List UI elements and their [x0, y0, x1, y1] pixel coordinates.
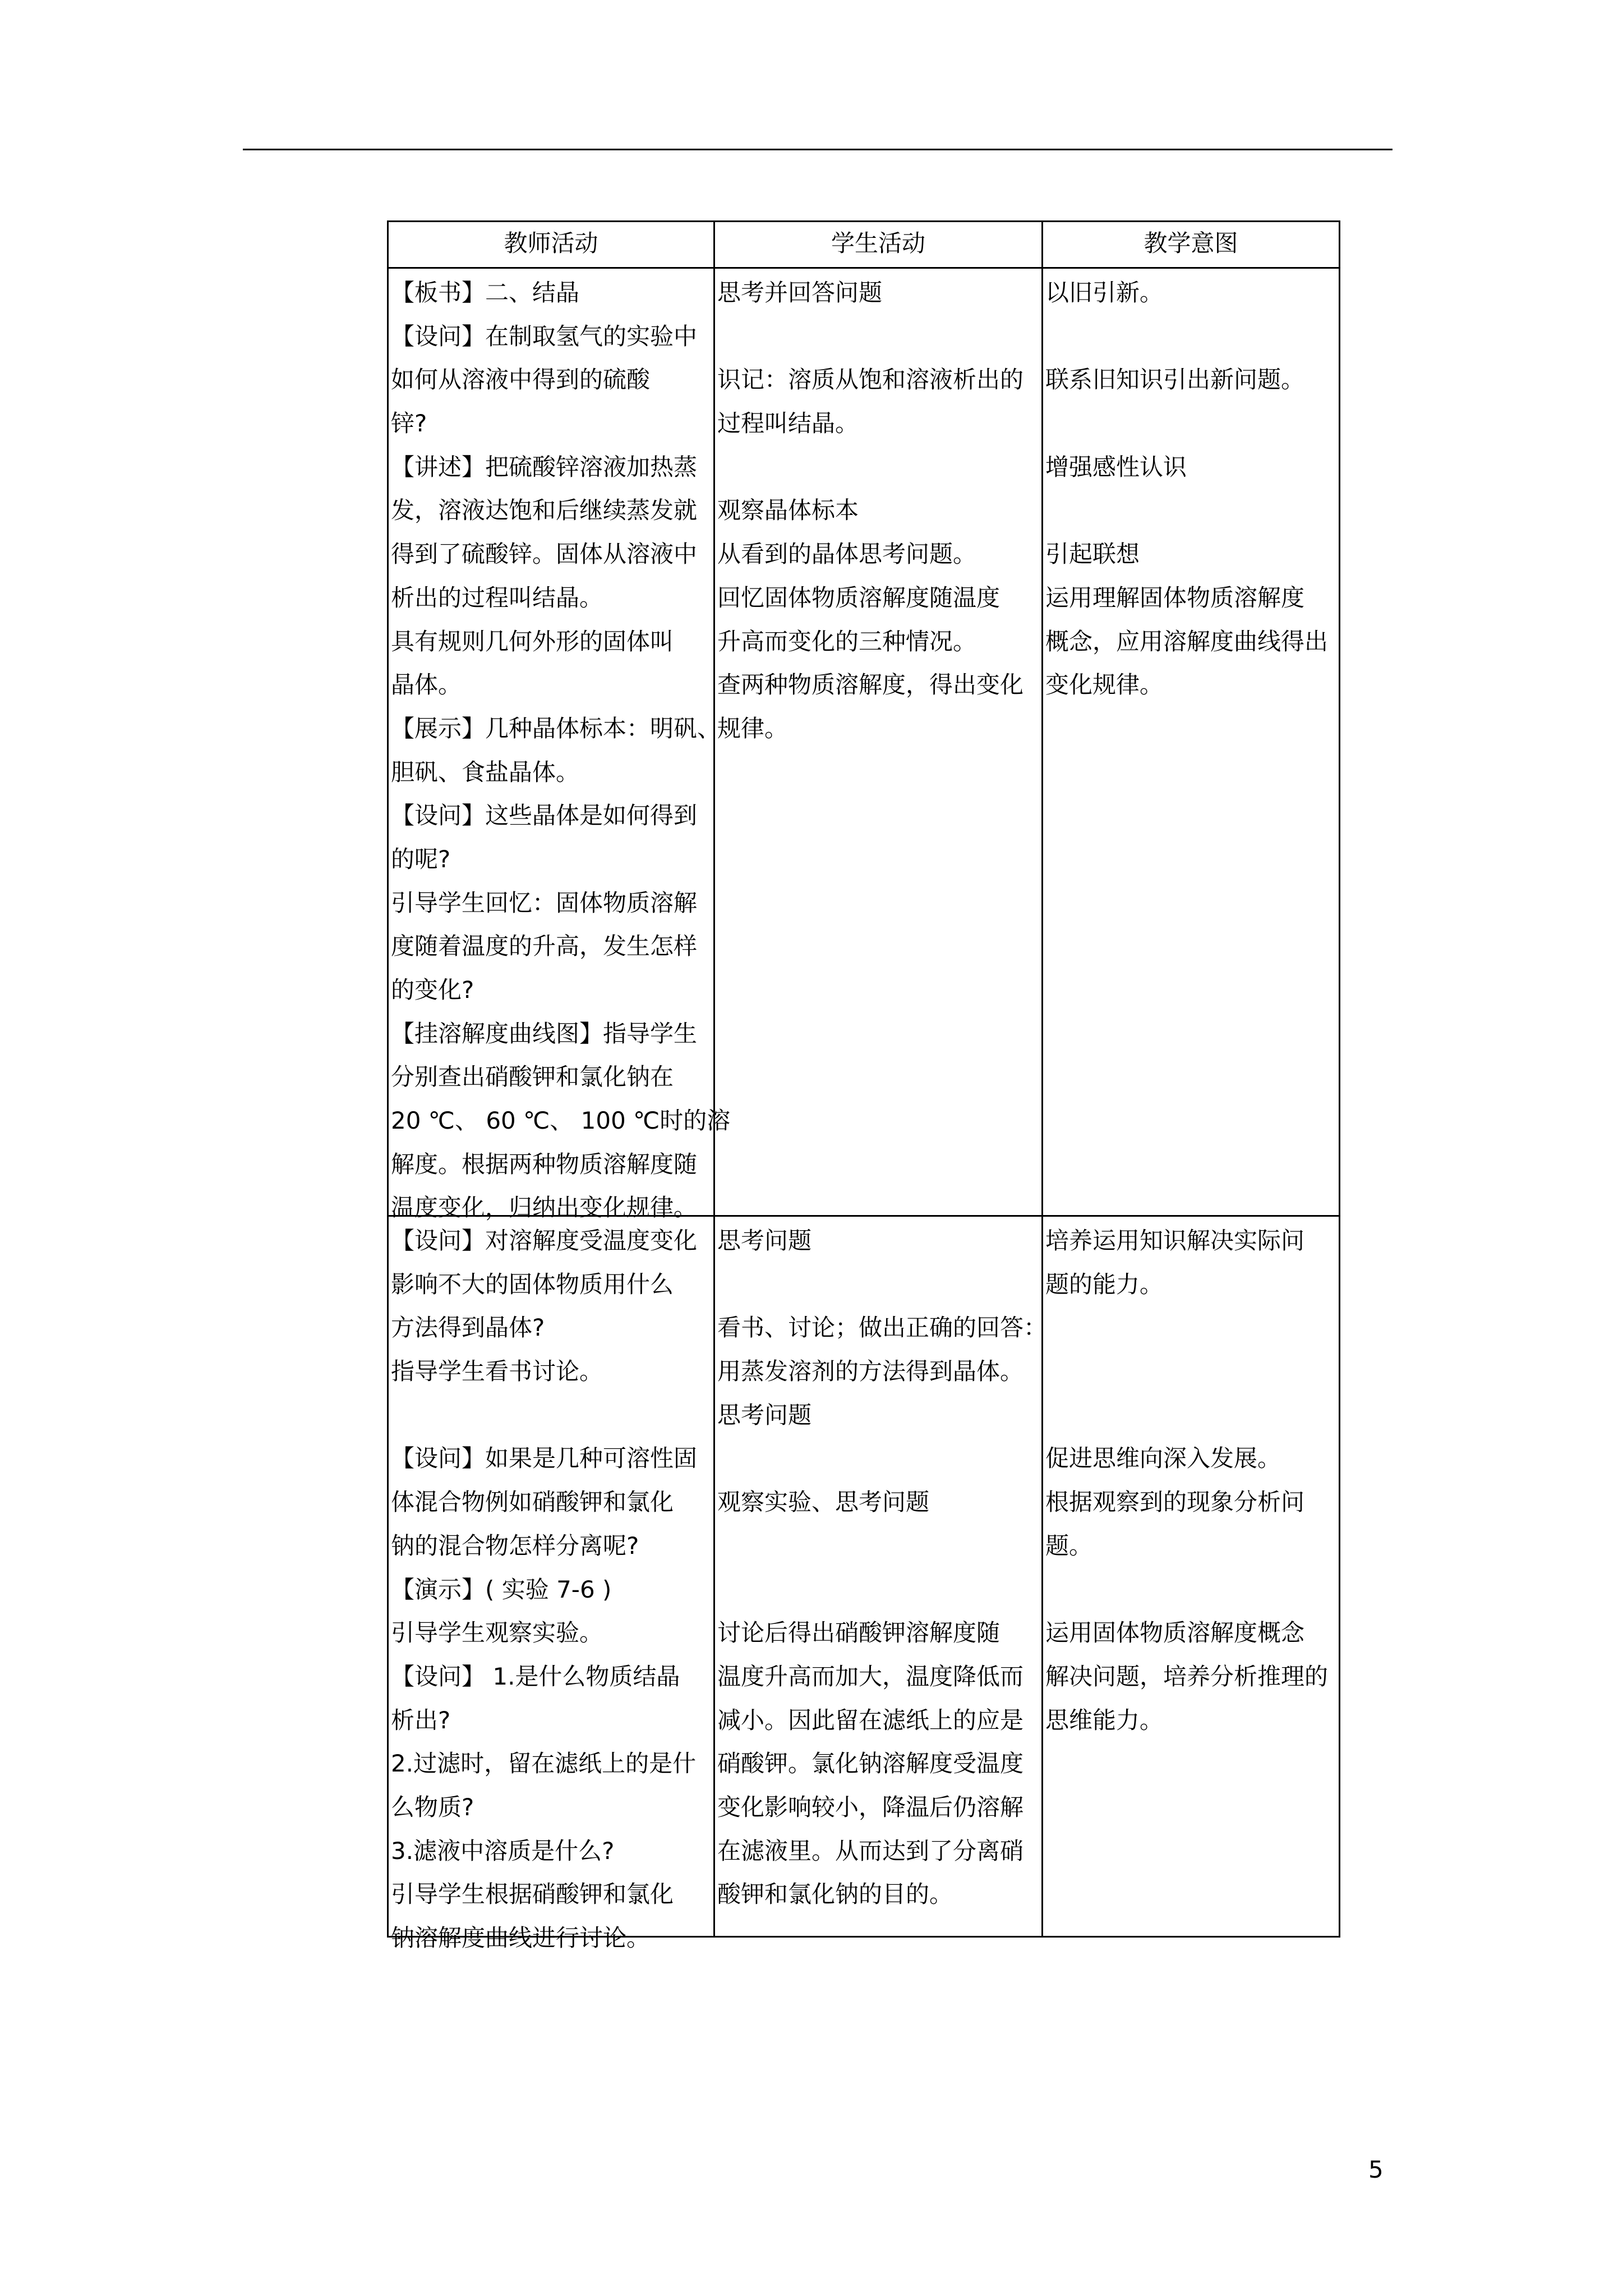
- cell-text-line: 得到了硫酸锌。固体从溶液中: [391, 540, 698, 568]
- cell-text-line: 引导学生根据硝酸钾和氯化: [391, 1880, 674, 1908]
- cell-text-line: 【设问】在制取氢气的实验中: [391, 322, 698, 350]
- cell-text-line: 【设问】 1.是什么物质结晶: [391, 1662, 680, 1690]
- table-row: [389, 267, 1339, 1222]
- cell-text-line: 看书、讨论；做出正确的回答：: [717, 1314, 1048, 1342]
- cell-text-line: 以旧引新。: [1045, 279, 1164, 306]
- cell-text-line: 【讲述】把硫酸锌溶液加热蒸: [391, 453, 698, 481]
- cell-text-line: 析出?: [391, 1706, 451, 1734]
- cell-text-line: 培养运用知识解决实际问: [1045, 1227, 1305, 1254]
- cell-text-line: 的呢?: [391, 845, 451, 873]
- cell-text-line: 【挂溶解度曲线图】指导学生: [391, 1019, 698, 1047]
- cell-text-line: 概念，应用溶解度曲线得出: [1045, 627, 1329, 655]
- cell-text-line: 【展示】几种晶体标本：明矾、: [391, 714, 721, 742]
- cell-text-line: 在滤液里。从而达到了分离硝: [717, 1837, 1024, 1865]
- cell-text-line: [1045, 315, 1336, 358]
- cell-text-line: 联系旧知识引出新问题。: [1045, 366, 1305, 394]
- student-activity-cell: [715, 1217, 1048, 1936]
- cell-text-line: 20 ℃、 60 ℃、 100 ℃时的溶: [391, 1107, 731, 1135]
- cell-text-line: 回忆固体物质溶解度随温度: [717, 583, 1000, 611]
- teacher-activity-cell: [389, 1217, 715, 1952]
- cell-text-line: 【板书】二、结晶: [391, 279, 580, 306]
- cell-text-line: 3.滤液中溶质是什么?: [391, 1837, 615, 1865]
- cell-text-line: 胆矾、食盐晶体。: [391, 758, 580, 786]
- cell-text-line: 度随着温度的升高，发生怎样: [391, 932, 698, 960]
- cell-text-line: 促进思维向深入发展。: [1045, 1444, 1281, 1473]
- cell-text-line: [717, 1524, 1039, 1568]
- cell-text-line: 思考问题: [717, 1401, 812, 1429]
- cell-text-line: 解决问题，培养分析推理的: [1045, 1662, 1329, 1690]
- cell-text-line: [1045, 1393, 1336, 1437]
- cell-text-line: 【设问】如果是几种可溶性固: [391, 1444, 698, 1473]
- table-row: [389, 1215, 1339, 1952]
- cell-text-line: 的变化?: [391, 976, 474, 1004]
- cell-text-line: [391, 1393, 711, 1437]
- cell-text-line: 讨论后得出硝酸钾溶解度随: [717, 1619, 1000, 1647]
- cell-text-line: 规律。: [717, 714, 789, 742]
- cell-text-line: 【设问】对溶解度受温度变化: [391, 1227, 698, 1254]
- teaching-intent-cell: [1043, 1217, 1339, 1936]
- cell-text-line: [717, 1437, 1039, 1480]
- cell-text-line: 体混合物例如硝酸钾和氯化: [391, 1488, 674, 1516]
- cell-text-line: 观察实验、思考问题: [717, 1488, 930, 1516]
- cell-text-line: 变化影响较小，降温后仍溶解: [717, 1793, 1024, 1821]
- cell-text-line: 指导学生看书讨论。: [391, 1358, 603, 1386]
- cell-text-line: 引导学生观察实验。: [391, 1619, 603, 1647]
- cell-text-line: 升高而变化的三种情况。: [717, 627, 977, 655]
- cell-text-line: 温度升高而加大，温度降低而: [717, 1662, 1024, 1690]
- cell-text-line: 减小。因此留在滤纸上的应是: [717, 1706, 1024, 1734]
- cell-text-line: [1045, 489, 1336, 532]
- page-number: 5: [1368, 2156, 1384, 2183]
- cell-text-line: 查两种物质溶解度，得出变化: [717, 671, 1024, 699]
- teacher-activity-cell: [389, 269, 731, 1222]
- cell-text-line: 题。: [1045, 1531, 1093, 1559]
- cell-text-line: 如何从溶液中得到的硫酸: [391, 366, 651, 394]
- cell-text-line: [1045, 1568, 1336, 1612]
- cell-text-line: 具有规则几何外形的固体叫: [391, 627, 674, 655]
- cell-text-line: 【演示】( 实验 7-6 ): [391, 1575, 612, 1603]
- cell-text-line: 分别查出硝酸钾和氯化钠在: [391, 1063, 674, 1091]
- cell-text-line: 过程叫结晶。: [717, 409, 859, 438]
- cell-text-line: 思考并回答问题: [717, 279, 883, 306]
- header-teacher-activity: 教师活动: [389, 222, 715, 267]
- cell-text-line: 用蒸发溶剂的方法得到晶体。: [717, 1358, 1024, 1386]
- cell-text-line: [717, 315, 1039, 358]
- cell-text-line: 思考问题: [717, 1227, 812, 1254]
- cell-text-line: 增强感性认识: [1045, 453, 1187, 481]
- cell-text-line: 运用固体物质溶解度概念: [1045, 1619, 1305, 1647]
- cell-text-line: 方法得到晶体?: [391, 1314, 545, 1342]
- cell-text-line: 晶体。: [391, 671, 462, 699]
- cell-text-line: 析出的过程叫结晶。: [391, 583, 603, 611]
- teaching-intent-cell: [1043, 269, 1339, 1215]
- cell-text-line: 从看到的晶体思考问题。: [717, 540, 977, 568]
- cell-text-line: 变化规律。: [1045, 671, 1164, 699]
- cell-text-line: 温度变化，归纳出变化规律。: [391, 1194, 698, 1222]
- cell-text-line: 硝酸钾。氯化钠溶解度受温度: [717, 1750, 1024, 1778]
- cell-text-line: [1045, 402, 1336, 445]
- cell-text-line: 题的能力。: [1045, 1270, 1164, 1298]
- cell-text-line: 根据观察到的现象分析问: [1045, 1488, 1305, 1516]
- cell-text-line: 酸钾和氯化钠的目的。: [717, 1880, 953, 1908]
- cell-text-line: 么物质?: [391, 1793, 474, 1821]
- cell-text-line: [1045, 1350, 1336, 1393]
- lesson-plan-table: [387, 220, 1340, 1952]
- cell-text-line: [717, 1263, 1039, 1306]
- cell-text-line: 运用理解固体物质溶解度: [1045, 583, 1305, 611]
- header-student-activity: 学生活动: [715, 222, 1043, 267]
- cell-text-line: 钠的混合物怎样分离呢?: [391, 1531, 639, 1559]
- cell-text-line: 识记：溶质从饱和溶液析出的: [717, 366, 1024, 394]
- cell-text-line: 引起联想: [1045, 540, 1140, 568]
- cell-text-line: 发，溶液达饱和后继续蒸发就: [391, 496, 698, 524]
- table-header-row: [389, 222, 1339, 267]
- cell-text-line: 锌?: [391, 409, 427, 438]
- cell-text-line: [1045, 1306, 1336, 1350]
- cell-text-line: 影响不大的固体物质用什么: [391, 1270, 674, 1298]
- header-teaching-intent: 教学意图: [1144, 229, 1238, 257]
- header-rule: [243, 149, 1393, 150]
- student-activity-cell: [715, 269, 1043, 1215]
- cell-text-line: 思维能力。: [1045, 1706, 1164, 1734]
- cell-text-line: 引导学生回忆：固体物质溶解: [391, 889, 698, 917]
- cell-text-line: 【设问】这些晶体是如何得到: [391, 802, 698, 830]
- cell-text-line: 观察晶体标本: [717, 496, 859, 524]
- cell-text-line: 解度。根据两种物质溶解度随: [391, 1150, 698, 1178]
- cell-text-line: [717, 445, 1039, 489]
- cell-text-line: [717, 1568, 1039, 1612]
- cell-text-line: 2.过滤时，留在滤纸上的是什: [391, 1750, 697, 1778]
- cell-text-line: 钠溶解度曲线进行讨论。: [391, 1924, 651, 1952]
